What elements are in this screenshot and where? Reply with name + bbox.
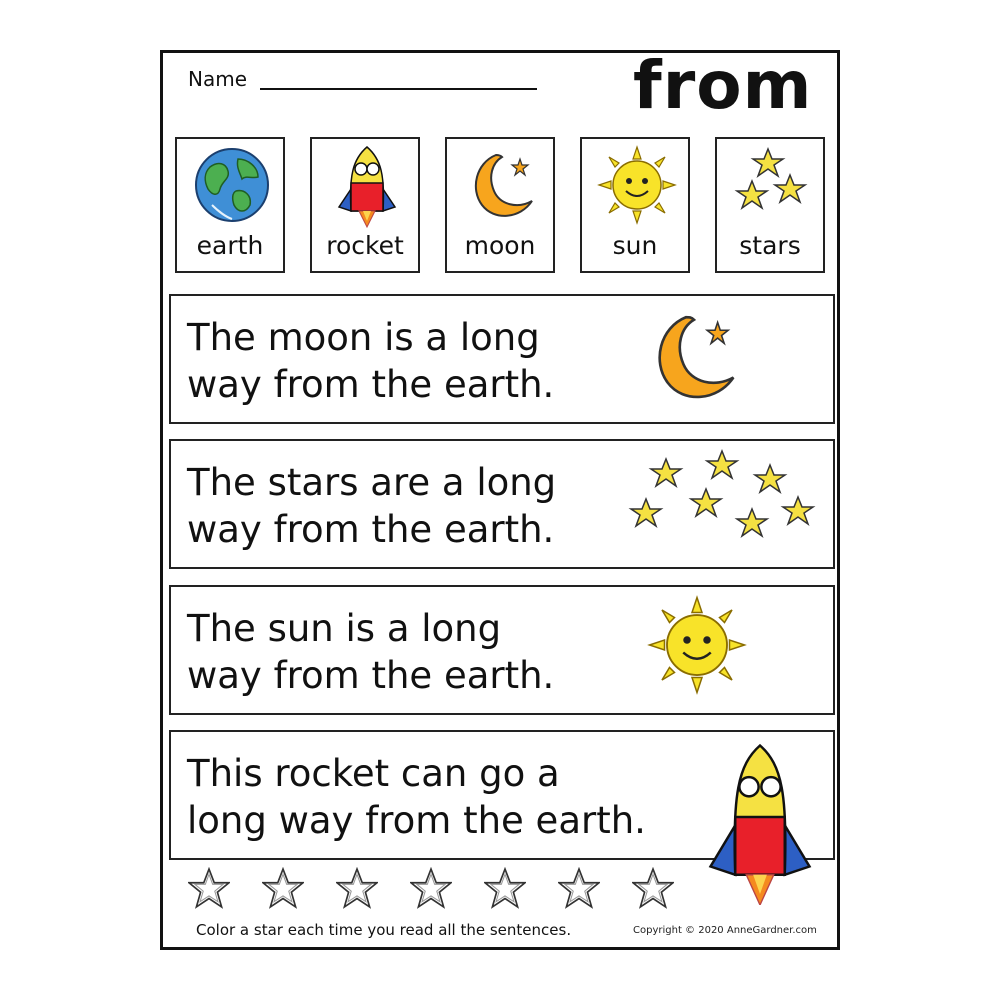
vocab-card-rocket	[310, 137, 420, 273]
vocab-label: stars	[739, 231, 801, 260]
sentence-text: The stars are a long way from the earth.	[187, 461, 557, 551]
sentence-text: The moon is a long way from the earth.	[187, 316, 555, 406]
copyright-text: Copyright © 2020 AnneGardner.com	[633, 925, 817, 936]
sentence-box-3	[169, 585, 835, 715]
outline-star-icon[interactable]	[632, 867, 674, 909]
vocab-label: earth	[196, 231, 264, 260]
rocket-icon	[705, 740, 815, 905]
vocab-card-sun	[580, 137, 690, 273]
outline-star-icon[interactable]	[558, 867, 600, 909]
sun-icon	[647, 595, 747, 695]
moon-icon	[639, 304, 749, 409]
name-label: Name	[188, 67, 248, 91]
sentence-box-4	[169, 730, 835, 860]
vocab-label: moon	[464, 231, 536, 260]
sentence-box-1	[169, 294, 835, 424]
worksheet	[160, 47, 840, 950]
outline-star-icon[interactable]	[484, 867, 526, 909]
sentence-text: The sun is a long way from the earth.	[187, 607, 555, 697]
outline-star-icon[interactable]	[410, 867, 452, 909]
earth-icon	[192, 145, 272, 225]
name-field[interactable]	[260, 88, 537, 90]
outline-star-icon[interactable]	[336, 867, 378, 909]
sight-word-title: from	[633, 47, 813, 124]
vocab-label: rocket	[326, 231, 404, 260]
outline-star-icon[interactable]	[262, 867, 304, 909]
sun-icon	[597, 145, 677, 225]
vocab-card-moon	[445, 137, 555, 273]
moon-icon	[462, 145, 542, 225]
rocket-icon	[327, 145, 407, 229]
sentence-text: This rocket can go a long way from the earth.	[187, 752, 646, 842]
vocab-label: sun	[612, 231, 658, 260]
stars-icon	[626, 445, 826, 555]
stars-icon	[732, 145, 812, 225]
vocab-card-earth	[175, 137, 285, 273]
outline-star-icon[interactable]	[188, 867, 230, 909]
sentence-box-2	[169, 439, 835, 569]
vocab-card-stars	[715, 137, 825, 273]
footer-instruction: Color a star each time you read all the sentences.	[196, 921, 572, 939]
